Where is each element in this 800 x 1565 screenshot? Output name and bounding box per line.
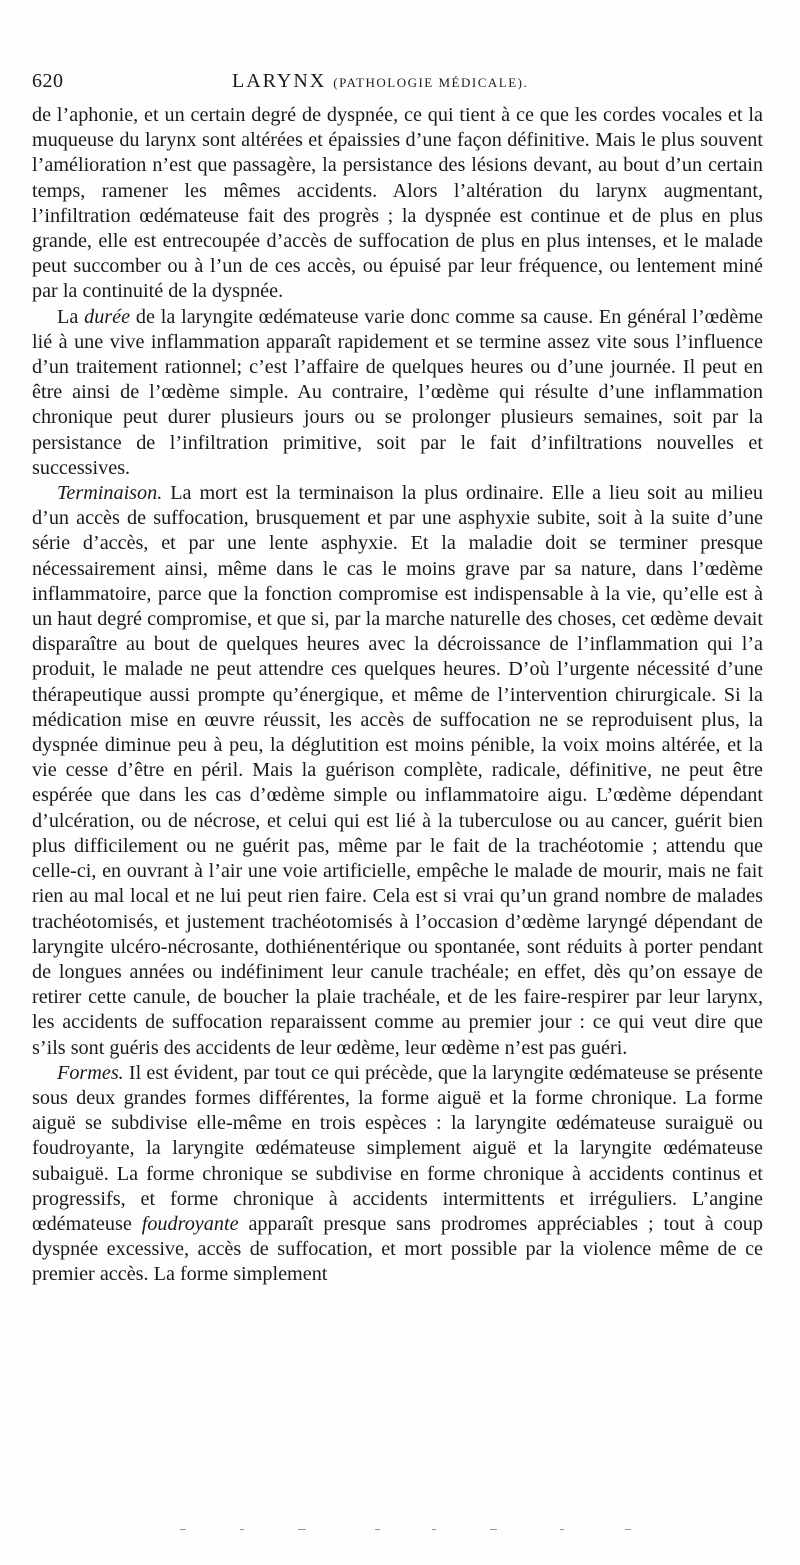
paragraph-aphonie [32,103,763,305]
paragraph-text: de la laryngite œdémateuse varie donc comme sa cause. En général l’œdème lié à une vive inflammation apparaît rapidement et se termine assez vite sous l’influence d’un traitement rationnel; c’est l’affaire de quelques heures ou d’une journée. Il peut en être ainsi de l’œdème simple. Au contraire, l’œdème qui résulte d’une inflammation chronique peut durer plusieurs jours ou se prolonger plusieurs semaines, soit par la persistance de l’infiltration primitive, soit par le fait d’infiltrations nouvelles et successives. [32,305,763,479]
paragraph-text: de l’aphonie, et un certain degré de dyspnée, ce qui tient à ce que les cordes vocales et la muqueuse du larynx sont altérées et épaissies d’une façon définitive. Mais le plus souvent l’amélioration n’est que passagère, la persistance des lésions devant, au bout d’un certain temps, ramener les mêmes accidents. Alors l’altération du larynx augmentant, l’infiltration œdémateuse fait des progrès ; la dyspnée est continue et de plus en plus grande, elle est entrecoupée d’accès de suffocation de plus en plus intenses, et le malade peut succomber ou à l’un de ces accès, ou épuisé par leur fréquence, ou lentement miné par la continuité de la dyspnée. [32,104,763,303]
running-title-main: LARYNX [232,70,327,92]
scan-mark [625,1529,631,1530]
scan-artifact-marks [170,1525,690,1535]
paragraph-terminaison [32,481,763,1061]
paragraph-duree [32,305,763,481]
paragraph-text: La mort est la terminaison la plus ordinaire. Elle a lieu soit au milieu d’un accès de suffocation, brusquement et par une asphyxie subite, soit à la suite d’une série d’accès, et par une lente asphyxie. Et la maladie doit se terminer presque nécessairement ainsi, même dans le cas le moins grave par sa nature, dans l’œdème inflammatoire, parce que la fonction compromise est indispensable à la vie, qu’elle est à un haut degré compromise, et que si, par la marche naturelle des choses, cet œdème devait disparaître au bout de quelques heures avec la décroissance de l’inflammation qui l’a produit, le malade ne peut attendre ces quelques heures. D’où l’urgente nécessité d’une thérapeutique aussi prompte qu’énergique, et même de l’intervention chirurgicale. Si la médication mise en œuvre réussit, les accès de suffocation ne se reproduisent plus, la dyspnée diminue peu à peu, la déglutition est moins pénible, la voix moins altérée, et la vie cesse d’être en péril. Mais la guérison complète, radicale, définitive, ne peut être espérée que dans les cas d’œdème simple ou inflammatoire aigu. L’œdème dépendant d’ulcération, ou de nécrose, et celui qui est lié à la tuberculose ou au cancer, guérit bien plus difficilement ou ne guérit pas, même par le fait de la trachéotomie ; attendu que celle-ci, en ouvrant à l’air une voie artificielle, empêche le malade de mourir, mais ne fait rien au mal local et ne lui peut rien faire. Cela est si vrai qu’un grand nombre de malades trachéotomisés, et justement trachéotomisés à l’occasion d’œdème laryngé dépendant de laryngite ulcéro-nécrosante, dothiénentérique ou spontanée, sont réduits à porter pendant de longues années ou indéfiniment leur canule trachéale; en effet, dès qu’on essaye de retirer cette canule, de boucher la plaie trachéale, et de les faire-respirer par leur larynx, les accidents de suffocation reparaissent comme au premier jour : ce qui veut dire que s’ils sont guéris des accidents de leur œdème, leur œdème n’est pas guéri. [32,482,763,1059]
paragraph-text: apparaît presque sans prodromes appréciables ; tout à coup dyspnée excessive, accès de suffocation, et mort possible par la violence même de ce premier accès. La forme simplement [32,1212,763,1286]
section-heading-formes: Formes. [57,1061,124,1084]
paragraph-text: Il est évident, par tout ce qui précède, que la laryngite œdémateuse se présente sous deux grandes formes différentes, la forme aiguë et la forme chronique. La forme aiguë se subdivise elle-même en trois espèces : la laryngite œdémateuse suraiguë ou foudroyante, la laryngite œdémateuse simplement aiguë et la laryngite œdémateuse subaiguë. La forme chronique se subdivise en forme chronique à accidents continus et progressifs, et forme chronique à accidents intermittents et irréguliers. L’angine œdémateuse [32,1061,763,1235]
scan-mark [180,1529,186,1530]
paragraph-formes [32,1061,763,1288]
term-foudroyante: foudroyante [141,1212,239,1235]
scan-mark [490,1529,497,1530]
term-duree: durée [84,305,131,328]
running-title [232,70,528,93]
page-number: 620 [32,70,64,92]
scan-mark [375,1529,380,1530]
section-heading-terminaison: Terminaison. [57,482,163,505]
body-text [32,103,763,1288]
paragraph-text: La [57,305,85,328]
running-head [32,70,762,100]
scan-mark [298,1529,306,1530]
scan-mark [560,1529,564,1530]
running-title-sub: (PATHOLOGIE MÉDICALE). [333,75,529,90]
scan-mark [432,1529,436,1530]
scan-mark [240,1529,244,1530]
